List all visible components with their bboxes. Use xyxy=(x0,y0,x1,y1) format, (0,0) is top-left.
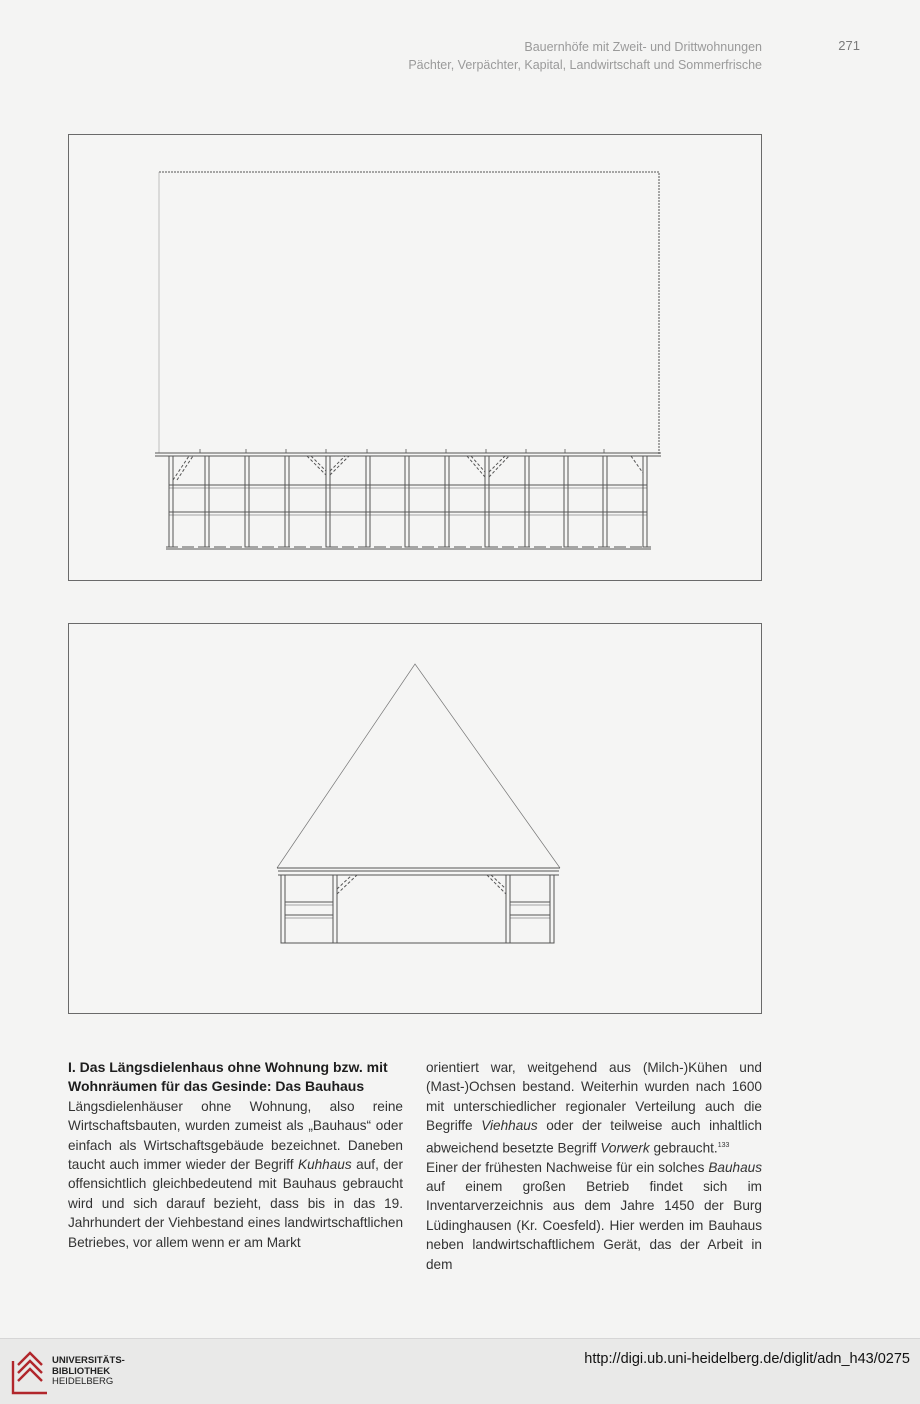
term-vorwerk: Vorwerk xyxy=(600,1140,650,1156)
section-heading xyxy=(68,1058,403,1097)
right-paragraph-2-part2: auf einem großen Betrieb findet sich im Inventarverzeichnis aus dem Jahre 1450 der Burg Lüdinghausen (Kr. Coesfeld). Hier werden im Bauhaus neben landwirtschaftlichem Gerät, das der Arbeit in dem xyxy=(426,1178,762,1272)
left-paragraph-part1: Längsdielenhäuser ohne Wohnung, also reine Wirtschaftsbauten, wurden zumeist als „Bauhaus“ oder einfach als Wirtschaftsgebäude bezeichnet. Daneben taucht auch immer wieder der Begriff xyxy=(68,1098,403,1173)
right-paragraph-1-part1: orientiert war, weitgehend aus (Milch-)Kühen und (Mast-)Ochsen bestand. Weiterhin wurden nach 1600 mit unterschiedlicher regionaler Verteilung auch die Begriffe xyxy=(426,1060,762,1134)
right-paragraph-2-part1: Einer der frühesten Nachweise für ein solches xyxy=(426,1159,709,1175)
page-number: 271 xyxy=(838,38,860,53)
footnote-marker[interactable]: 133 xyxy=(717,1141,730,1149)
viewer-footer xyxy=(0,1338,920,1404)
figure-side-elevation xyxy=(68,134,762,581)
left-paragraph-part2: auf, der offensichtlich gleichbedeutend mit Bauhaus gebraucht wird und sich darauf bezieht, dass bis in das 19. Jahrhundert der Viehbestand eines landwirtschaftlichen Betriebes, vor allem wenn er am Markt xyxy=(68,1157,403,1250)
running-head-title: Bauernhöfe mit Zweit- und Drittwohnungen xyxy=(524,40,762,54)
right-paragraph-2 xyxy=(426,1158,762,1274)
library-name-line3: HEIDELBERG xyxy=(52,1376,114,1387)
right-paragraph-1-part2: oder der teilweise auch inhaltlich abweichend besetzte Begriff xyxy=(426,1118,762,1156)
library-name-line1: UNIVERSITÄTS- xyxy=(52,1355,125,1366)
text-column-right xyxy=(426,1058,762,1274)
text-column-left xyxy=(68,1058,403,1252)
gable-elevation-drawing xyxy=(69,624,763,1015)
side-elevation-drawing xyxy=(69,135,763,582)
library-name-line2: BIBLIOTHEK xyxy=(52,1365,111,1377)
left-paragraph xyxy=(68,1097,403,1252)
term-kuhhaus: Kuhhaus xyxy=(298,1157,352,1173)
right-paragraph-1-part3: gebraucht. xyxy=(649,1140,718,1156)
permalink-url[interactable]: http://digi.ub.uni-heidelberg.de/diglit/adn_h43/0275 xyxy=(584,1351,910,1367)
section-heading-line1: I. Das Längsdielenhaus ohne Wohnung bzw. mit xyxy=(68,1059,388,1075)
figure-gable-elevation xyxy=(68,623,762,1014)
library-name xyxy=(52,1356,125,1388)
running-head xyxy=(408,38,762,74)
section-heading-line2: Wohnräumen für das Gesinde: Das Bauhaus xyxy=(68,1078,365,1095)
university-library-logo-icon[interactable] xyxy=(10,1347,50,1395)
right-paragraph-1 xyxy=(426,1058,762,1158)
term-bauhaus: Bauhaus xyxy=(708,1159,762,1175)
term-viehhaus: Viehhaus xyxy=(481,1118,538,1134)
running-head-subtitle: Pächter, Verpächter, Kapital, Landwirtschaft und Sommerfrische xyxy=(408,58,762,72)
